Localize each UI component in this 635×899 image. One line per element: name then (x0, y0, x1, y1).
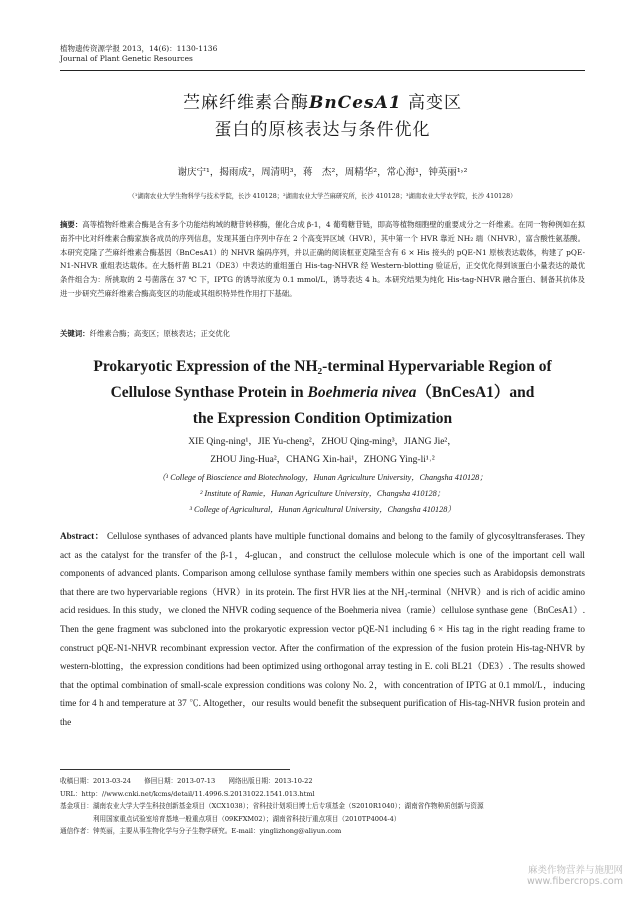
footnote-url: URL：http：//www.cnki.net/kcms/detail/11.4996.S.20131022.1541.013.html (60, 789, 315, 798)
footnote-fund-1: 基金项目：湖南农业大学大学生科技创新基金项目（XCX1038）；省科技计划项目博士后专项基金（S2010R1040）；湖南省作物种质创新与资源 (60, 802, 484, 811)
en-title-line2-a: Cellulose Synthase Protein in (110, 384, 308, 401)
journal-citation: 植物遗传资源学报 2013，14(6)：1130-1136 (60, 44, 218, 53)
cn-keywords-text: 纤维素合酶；高变区；原核表达；正交优化 (89, 329, 231, 338)
cn-abstract-label: 摘要： (60, 220, 83, 229)
en-authors-line2: ZHOU Jing-Hua²，CHANG Xin-hai¹，ZHONG Ying-li¹˒² (210, 455, 435, 465)
footnotes (60, 775, 585, 838)
chinese-keywords (60, 328, 585, 339)
en-abstract-label: Abstract： (60, 531, 105, 541)
watermark-line1: 麻类作物营养与施肥网 (527, 865, 623, 876)
english-title (60, 354, 585, 432)
cn-keywords-label: 关键词： (60, 329, 90, 338)
en-affil-3: ³ College of Agricultural，Hunan Agricultural University，Changsha 410128） (189, 505, 456, 514)
chinese-title (60, 90, 585, 144)
header-rule (60, 70, 585, 71)
site-watermark (527, 862, 623, 887)
en-title-line1: Prokaryotic Expression of the NH₂-terminal Hypervariable Region of (93, 358, 552, 375)
en-authors-line1: XIE Qing-ning¹，JIE Yu-cheng²，ZHOU Qing-ming³，JIANG Jie²， (188, 437, 457, 447)
en-affil-2: ² Institute of Ramie，Hunan Agriculture University，Changsha 410128； (200, 489, 445, 498)
footnote-fund-2: 利用国家重点试验室培育基地一般重点项目（09KFXM02）；湖南省科技厅重点项目（2010TP4004-4） (60, 814, 401, 823)
en-title-line3: the Expression Condition Optimization (192, 410, 453, 427)
footnote-dates: 收稿日期：2013-03-24 修回日期：2013-07-13 网络出版日期：2013-10-22 (60, 777, 313, 785)
en-affil-1: （¹ College of Bioscience and Biotechnology，Hunan Agriculture University，Changsha 410128； (157, 473, 488, 482)
english-abstract (60, 527, 585, 732)
en-abstract-text: Cellulose synthases of advanced plants have multiple functional domains and belong to the family of glycosyltransferases. They act as the catalyst for the transfer of the β-1，4-glucan，and construct the cellulose molecule which is one of the important cell wall components of advanced plants. Comparison among cellulose synthase family members within one species such as Arabidopsis demonstrats that there are two hypervariable regions（HVR）in its protein. The first HVR lies at the NH₂-terminal（NHVR）and is rich of acidic amino acid residues. In this study，we cloned the NHVR coding sequence of the Boehmeria nivea（ramie）cellulose synthase gene（BnCesA1）. Then the gene fragment was subcloned into the prokaryotic expression vector pQE-N1 including 6 × His tag in the right reading frame to construct pQE-N1-NHVR recombinant expression vector. After the confirmation of the expression of the fusion protein His-tag-NHVR by western-blotting，the expression conditions had been optimized using orthogonal array testing in E. coli BL21（DE3）. The results showed that the optimal combination of small-scale expression conditions was colony No. 2，with concentration of IPTG at 0.1 mmol/L，inducing time for 4 h and temperature at 37 ℃. Altogether，our results would benefit the subsequent purification of His-tag-NHVR fusion protein and the (60, 531, 585, 727)
chinese-affiliations: （¹湖南农业大学生物科学与技术学院，长沙 410128；²湖南农业大学苎麻研究所，长沙 410128；³湖南农业大学农学院，长沙 410128） (128, 193, 517, 200)
cn-title-line2: 蛋白的原核表达与条件优化 (214, 120, 431, 140)
cn-abstract-text: 高等植物纤维素合酶是含有多个功能结构域的糖苷转移酶，催化合成 β-1，4 葡萄糖苷链，即高等植物细胞壁的重要成分之一纤维素。在同一物种例如在拟南芥中比对纤维素合酶家族各成员的序列信息，发现其蛋白序列中存在 2 个高变异区域（HVR），其中第一个 HVR 靠近 NH₂ 端（NHVR），富含酸性氨基酸。本研究克隆了苎麻纤维素合酶基因（BnCesA1）的 NHVR 编码序列，并以正确的阅读框亚克隆至含有 6 × His 接头的 pQE-N1 原核表达载体，构建了 pQE-N1-NHVR 重组表达载体。在大肠杆菌 BL21（DE3）中表达的重组蛋白 His-tag-NHVR 经 Western-blotting 验证后，正交优化得到该蛋白小量表达的最优条件组合为：所挑取的 2 号菌落在 37 ℃ 下，IPTG 的诱导浓度为 0.1 mmol/L，诱导表达 4 h。本研究结果为纯化 His-tag-NHVR 融合蛋白、制备其抗体及进一步研究苎麻纤维素合酶高变区的功能或其组织特异性作用打下基础。 (60, 220, 585, 298)
english-authors (60, 433, 585, 469)
cn-title-species: BnCesA1 (308, 93, 402, 113)
chinese-authors: 谢庆宁¹，揭雨成²，周清明³，蒋 杰²，周精华²，常心海¹，钟英丽¹˒² (177, 167, 468, 178)
english-affiliations (60, 470, 585, 518)
chinese-abstract (60, 218, 585, 301)
watermark-line2: www.fibercrops.com (526, 876, 623, 887)
en-title-species: Boehmeria nivea (307, 384, 417, 401)
cn-title-part-a: 苎麻纤维素合酶 (182, 93, 309, 113)
en-title-line2-b: （BnCesA1）and (416, 384, 535, 401)
footnote-contact: 通信作者：钟英丽，主要从事生物化学与分子生物学研究。E-mail：yinglizhong@aliyun.com (60, 827, 342, 836)
journal-header (60, 44, 217, 64)
footnote-rule (60, 769, 290, 770)
journal-name: Journal of Plant Genetic Resources (60, 54, 193, 63)
cn-title-part-b: 高变区 (401, 93, 463, 113)
